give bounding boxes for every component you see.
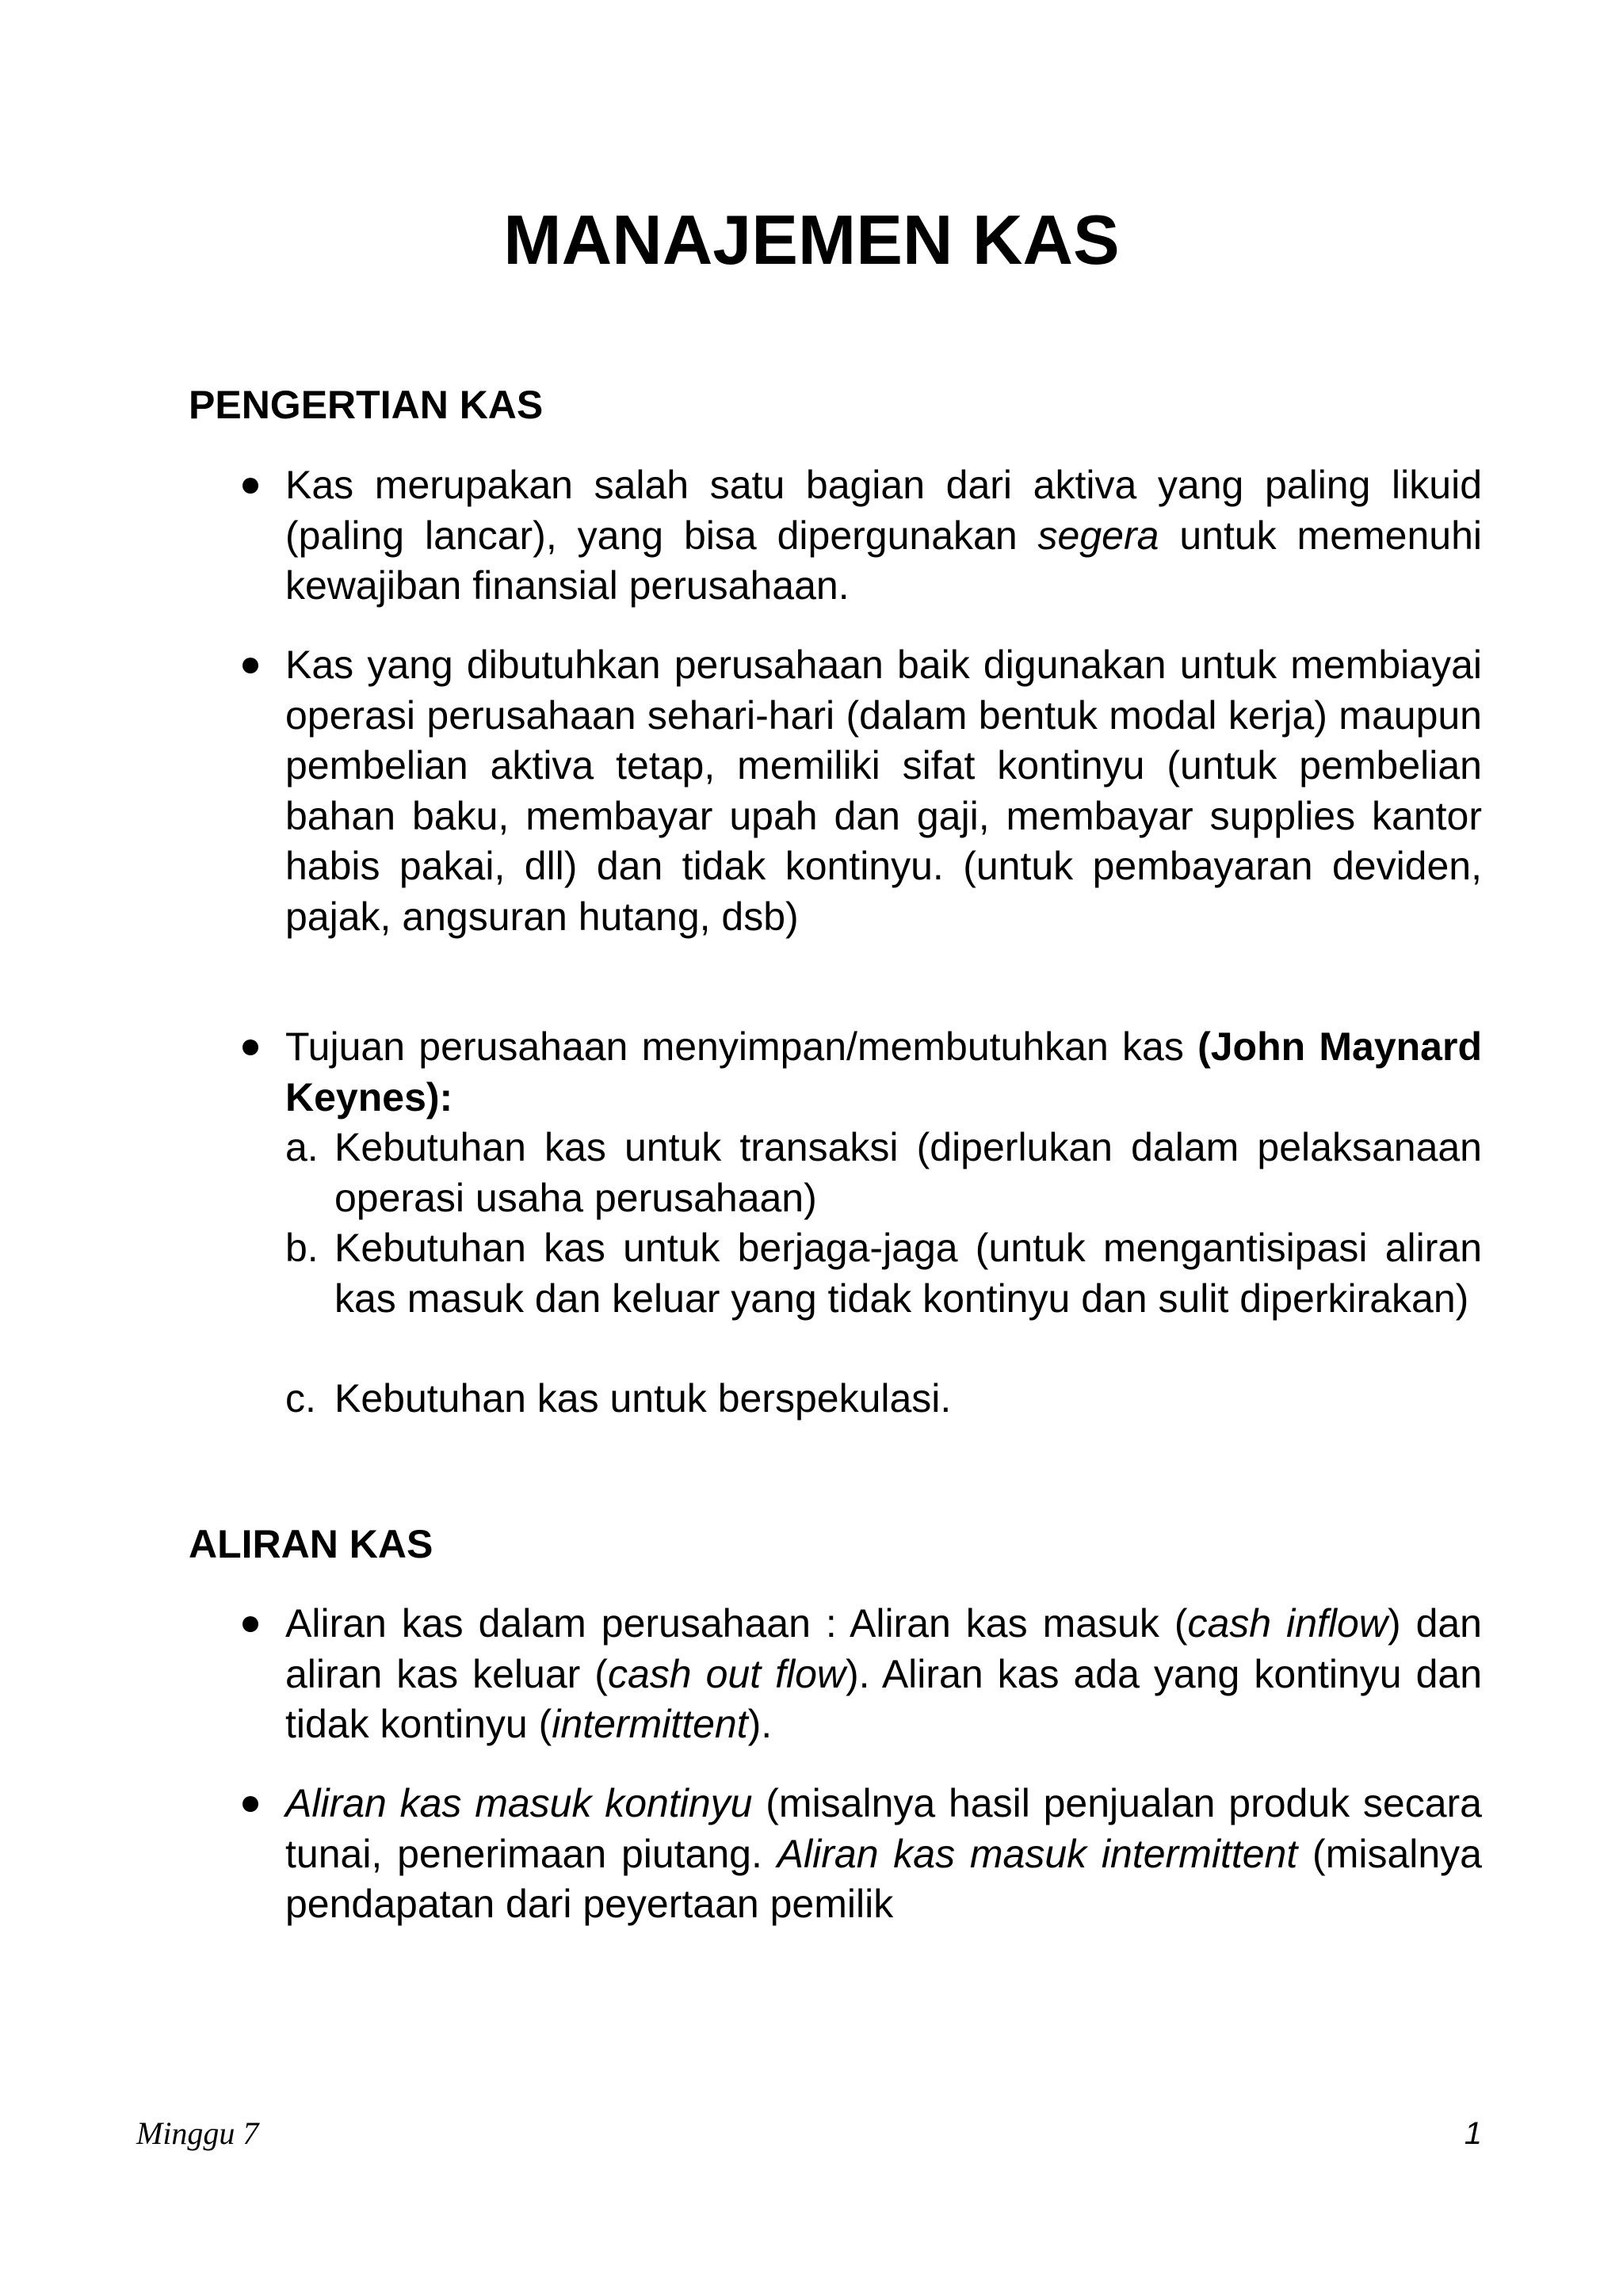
list-item [285,1223,1482,1324]
bullet-icon [242,658,258,673]
paragraph-aliran-kas-masuk: Aliran kas masuk kontinyu (misalnya hasil penjualan produk secara tunai, penerimaan piutang. Aliran kas masuk intermittent (misalnya pendapatan dari peyertaan pemilik [285,1781,1482,1926]
list-item-marker: b. [285,1226,319,1270]
bullet-icon [242,478,258,494]
paragraph-aliran-kas: Aliran kas dalam perusahaan : Aliran kas masuk (cash inflow) dan aliran kas keluar (cash out flow). Aliran kas ada yang kontinyu dan tidak kontinyu (intermittent). [285,1601,1483,1746]
paragraph-kas-purpose: Tujuan perusahaan menyimpan/membutuhkan kas (John Maynard Keynes): [285,1024,1482,1119]
emphasis-segera: segera [1037,513,1159,558]
list-item-text: Kebutuhan kas untuk berjaga-jaga (untuk mengantisipasi aliran kas masuk dan keluar yang tidak kontinyu dan sulit diperkirakan) [334,1226,1482,1321]
page-number: 1 [1464,2116,1482,2151]
list-item [285,1374,1482,1425]
list-item-text: Kebutuhan kas untuk berspekulasi. [334,1376,952,1421]
footer-week-label: Minggu 7 [136,2115,259,2151]
bullet-icon [242,1796,258,1812]
bullet-icon [242,1616,258,1632]
page-title: MANAJEMEN KAS [503,200,1120,279]
section-heading-aliran-kas: ALIRAN KAS [189,1522,433,1566]
keynes-reference: (John Maynard Keynes): [285,1024,1482,1119]
bullet-icon [242,1039,258,1055]
paragraph-kas-usage: Kas yang dibutuhkan perusahaan baik digunakan untuk membiayai operasi perusahaan sehari-hari (dalam bentuk modal kerja) maupun pembelian aktiva tetap, memiliki sifat kontinyu (untuk pembelian bahan baku, membayar upah dan gaji, membayar supplies kantor habis pakai, dll) dan tidak kontinyu. (untuk pembayaran deviden, pajak, angsuran hutang, dsb) [285,643,1482,939]
list-item-text: Kebutuhan kas untuk transaksi (diperlukan dalam pelaksanaan operasi usaha perusahaan) [334,1125,1482,1220]
list-item-marker: a. [285,1125,319,1169]
list-item-marker: c. [285,1376,316,1421]
paragraph-kas-definition: Kas merupakan salah satu bagian dari aktiva yang paling likuid (paling lancar), yang bisa dipergunakan segera untuk memenuhi kewajiban finansial perusahaan. [285,463,1482,608]
list-item [285,1123,1482,1223]
section-heading-pengertian-kas: PENGERTIAN KAS [189,383,544,427]
